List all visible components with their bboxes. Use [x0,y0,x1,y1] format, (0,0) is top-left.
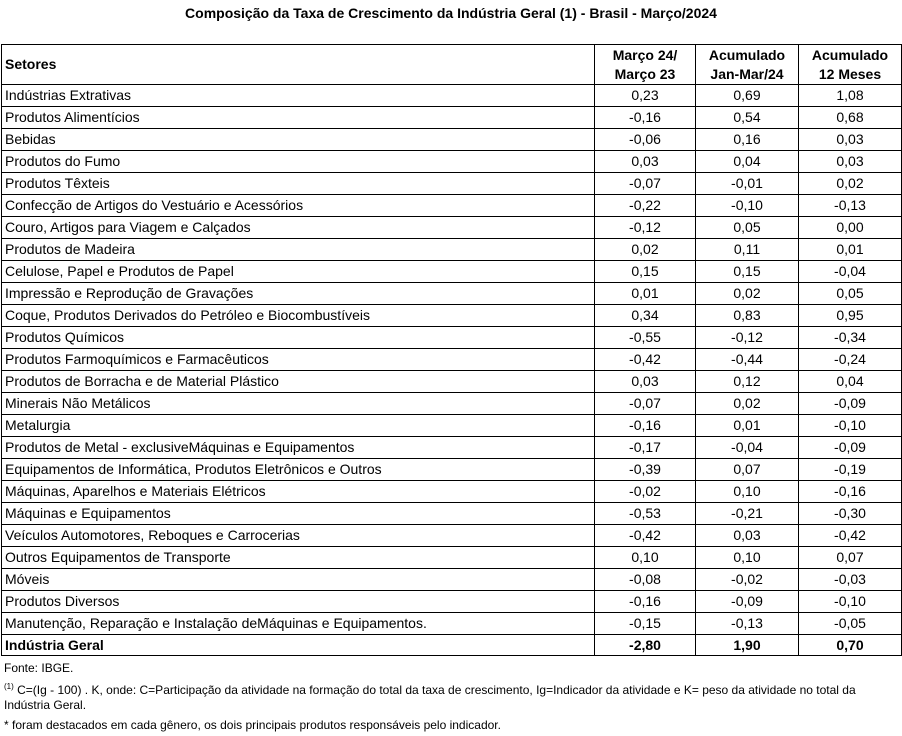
accumulated-12m-cell: -0,19 [799,459,902,481]
table-row [2,261,902,283]
march-cell: -0,02 [595,481,696,503]
accumulated-year-cell: 0,69 [696,85,799,107]
source-note: Fonte: IBGE. [4,661,74,675]
accumulated-12m-cell: -0,42 [799,525,902,547]
sector-cell: Celulose, Papel e Produtos de Papel [2,261,595,283]
table-row [2,393,902,415]
table-row [2,195,902,217]
accumulated-year-cell: 0,02 [696,283,799,305]
sector-cell: Produtos de Borracha e de Material Plástico [2,371,595,393]
footnotes [4,660,900,733]
table-row [2,107,902,129]
table-row [2,459,902,481]
sector-cell: Produtos do Fumo [2,151,595,173]
accumulated-year-cell: 0,10 [696,481,799,503]
table-row [2,371,902,393]
total-accumulated-year: 1,90 [696,635,799,656]
march-cell: -0,12 [595,217,696,239]
table-row [2,151,902,173]
total-row [2,635,902,656]
accumulated-year-cell: 0,16 [696,129,799,151]
march-cell: 0,01 [595,283,696,305]
formula-note: $^{(1)}$ C=(Ig - 100) . K, onde: C=Participação da atividade na formação do total da taxa de crescimento, Ig=Indicador da atividade e K= peso da atividade no total da Indústria Geral. [4,682,856,712]
accumulated-12m-cell: -0,30 [799,503,902,525]
sector-cell: Máquinas e Equipamentos [2,503,595,525]
march-cell: -0,16 [595,415,696,437]
accumulated-year-cell: 0,07 [696,459,799,481]
march-cell: -0,42 [595,349,696,371]
accumulated-year-cell: 0,54 [696,107,799,129]
accumulated-12m-cell: -0,09 [799,393,902,415]
march-cell: 0,03 [595,371,696,393]
total-accumulated-12m: 0,70 [799,635,902,656]
sector-cell: Produtos Diversos [2,591,595,613]
accumulated-12m-cell: 0,03 [799,129,902,151]
sector-cell: Impressão e Reprodução de Gravações [2,283,595,305]
sector-cell: Couro, Artigos para Viagem e Calçados [2,217,595,239]
accumulated-12m-cell: 0,95 [799,305,902,327]
march-cell: -0,17 [595,437,696,459]
accumulated-12m-cell: -0,09 [799,437,902,459]
accumulated-year-cell: 0,04 [696,151,799,173]
accumulated-year-cell: 0,02 [696,393,799,415]
table-row [2,217,902,239]
sector-cell: Produtos Têxteis [2,173,595,195]
accumulated-12m-cell: 1,08 [799,85,902,107]
table-row [2,569,902,591]
table-row [2,525,902,547]
table-title: Composição da Taxa de Crescimento da Indústria Geral (1) - Brasil - Março/2024 [185,5,717,21]
sector-cell: Outros Equipamentos de Transporte [2,547,595,569]
accumulated-year-cell: -0,04 [696,437,799,459]
table-row [2,613,902,635]
sector-cell: Veículos Automotores, Reboques e Carrocerias [2,525,595,547]
accumulated-year-cell: -0,02 [696,569,799,591]
highlight-note: * foram destacados em cada gênero, os dois principais produtos responsáveis pelo indicador. [4,718,501,732]
sector-cell: Produtos de Madeira [2,239,595,261]
sector-cell: Equipamentos de Informática, Produtos Eletrônicos e Outros [2,459,595,481]
accumulated-year-cell: 0,11 [696,239,799,261]
accumulated-12m-cell: 0,03 [799,151,902,173]
accumulated-12m-cell: 0,01 [799,239,902,261]
table-row [2,85,902,107]
growth-composition-table [1,44,902,656]
table-row [2,437,902,459]
accumulated-12m-cell: 0,68 [799,107,902,129]
table-row [2,305,902,327]
accumulated-12m-cell: -0,03 [799,569,902,591]
accumulated-12m-cell: -0,04 [799,261,902,283]
sector-cell: Produtos Químicos [2,327,595,349]
accumulated-year-cell: -0,13 [696,613,799,635]
march-cell: 0,15 [595,261,696,283]
march-cell: -0,08 [595,569,696,591]
accumulated-12m-cell: 0,07 [799,547,902,569]
accumulated-year-cell: 0,15 [696,261,799,283]
table-row [2,239,902,261]
march-cell: 0,10 [595,547,696,569]
table-row [2,349,902,371]
total-label: Indústria Geral [2,635,595,656]
sector-cell: Manutenção, Reparação e Instalação deMáquinas e Equipamentos. [2,613,595,635]
march-cell: -0,53 [595,503,696,525]
accumulated-12m-cell: -0,34 [799,327,902,349]
table-row [2,503,902,525]
sector-cell: Móveis [2,569,595,591]
accumulated-12m-cell: -0,24 [799,349,902,371]
march-cell: -0,42 [595,525,696,547]
sector-cell: Indústrias Extrativas [2,85,595,107]
march-cell: -0,07 [595,393,696,415]
header-sector: Setores [2,45,595,85]
accumulated-year-cell: 0,05 [696,217,799,239]
table-row [2,481,902,503]
accumulated-year-cell: -0,09 [696,591,799,613]
march-cell: 0,23 [595,85,696,107]
accumulated-year-cell: -0,21 [696,503,799,525]
table-row [2,591,902,613]
accumulated-year-cell: -0,44 [696,349,799,371]
accumulated-12m-cell: 0,05 [799,283,902,305]
accumulated-12m-cell: -0,10 [799,415,902,437]
accumulated-year-cell: -0,10 [696,195,799,217]
accumulated-12m-cell: 0,04 [799,371,902,393]
sector-cell: Metalurgia [2,415,595,437]
header-accumulated-year: Acumulado Jan-Mar/24 [696,45,799,85]
accumulated-year-cell: 0,03 [696,525,799,547]
table-row [2,283,902,305]
accumulated-year-cell: -0,12 [696,327,799,349]
accumulated-12m-cell: -0,16 [799,481,902,503]
accumulated-12m-cell: -0,05 [799,613,902,635]
sector-cell: Produtos Alimentícios [2,107,595,129]
header-march: Março 24/ Março 23 [595,45,696,85]
march-cell: 0,34 [595,305,696,327]
sector-cell: Máquinas, Aparelhos e Materiais Elétricos [2,481,595,503]
sector-cell: Minerais Não Metálicos [2,393,595,415]
table-row [2,129,902,151]
sector-cell: Bebidas [2,129,595,151]
table-row [2,415,902,437]
accumulated-12m-cell: -0,10 [799,591,902,613]
accumulated-12m-cell: -0,13 [799,195,902,217]
accumulated-year-cell: 0,10 [696,547,799,569]
accumulated-year-cell: 0,12 [696,371,799,393]
march-cell: -0,55 [595,327,696,349]
march-cell: 0,02 [595,239,696,261]
header-row [2,45,902,85]
accumulated-year-cell: 0,01 [696,415,799,437]
march-cell: 0,03 [595,151,696,173]
march-cell: -0,16 [595,591,696,613]
march-cell: -0,07 [595,173,696,195]
sector-cell: Coque, Produtos Derivados do Petróleo e Biocombustíveis [2,305,595,327]
table-row [2,173,902,195]
sector-cell: Produtos de Metal - exclusiveMáquinas e Equipamentos [2,437,595,459]
march-cell: -0,39 [595,459,696,481]
accumulated-year-cell: -0,01 [696,173,799,195]
sector-cell: Confecção de Artigos do Vestuário e Acessórios [2,195,595,217]
table-row [2,547,902,569]
march-cell: -0,22 [595,195,696,217]
march-cell: -0,15 [595,613,696,635]
accumulated-12m-cell: 0,02 [799,173,902,195]
march-cell: -0,06 [595,129,696,151]
sector-cell: Produtos Farmoquímicos e Farmacêuticos [2,349,595,371]
accumulated-12m-cell: 0,00 [799,217,902,239]
march-cell: -0,16 [595,107,696,129]
total-march: -2,80 [595,635,696,656]
header-accumulated-12m: Acumulado 12 Meses [799,45,902,85]
table-row [2,327,902,349]
accumulated-year-cell: 0,83 [696,305,799,327]
